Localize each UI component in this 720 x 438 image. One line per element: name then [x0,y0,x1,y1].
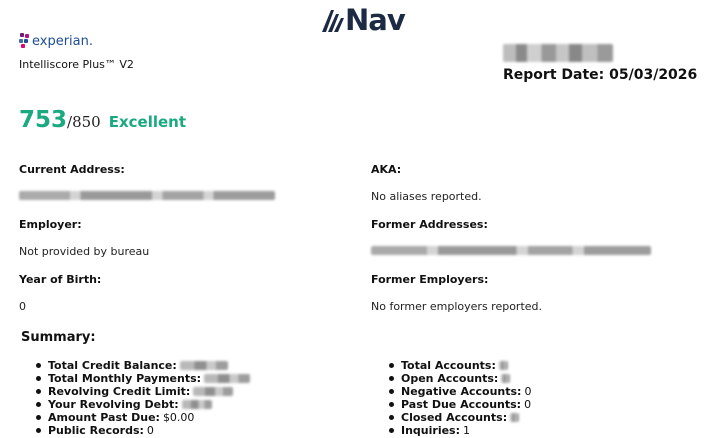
employer-value: Not provided by bureau [19,245,150,258]
current-address-label: Current Address: [19,163,125,176]
redacted-value [501,374,510,383]
summary-item-revolving-credit-limit: Revolving Credit Limit: [34,385,250,398]
report-date [503,67,697,83]
redacted-value [510,413,519,422]
birth-year-value: 0 [19,300,26,313]
birth-year-label: Year of Birth: [19,273,102,286]
summary-item-amount-past-due: Amount Past Due: $0.00 [34,411,250,424]
nav-chevron-icon [322,8,344,32]
former-employers-value: No former employers reported. [371,300,543,313]
former-address-redacted [371,246,651,255]
redacted-value [499,361,508,370]
summary-item-your-revolving-debt: Your Revolving Debt: [34,398,250,411]
summary-item-total-credit-balance: Total Credit Balance: [34,359,250,372]
summary-title: Summary: [21,330,96,345]
summary-list-right [387,359,531,437]
aka-value: No aliases reported. [371,190,482,203]
nav-logo [322,4,405,36]
experian-wordmark: experian. [32,34,94,49]
business-name-redacted [503,44,613,62]
nav-wordmark: Nav [345,3,405,37]
summary-item-total-monthly-payments: Total Monthly Payments: [34,372,250,385]
summary-list-left [34,359,250,437]
product-name: Intelliscore Plus™ V2 [19,58,134,71]
aka-label: AKA: [371,163,402,176]
score-value: 753 [19,107,68,133]
experian-dots-icon [19,33,31,49]
summary-item-closed-accounts: Closed Accounts: [387,411,531,424]
redacted-value [180,361,228,370]
summary-item-open-accounts: Open Accounts: [387,372,531,385]
credit-score [19,107,186,133]
summary-item-public-records: Public Records: 0 [34,424,250,437]
report-date-label: Report Date: [503,67,605,83]
score-max: /850 [67,113,101,131]
former-addresses-label: Former Addresses: [371,218,488,231]
former-employers-label: Former Employers: [371,273,489,286]
score-rating: Excellent [108,113,186,131]
summary-item-total-accounts: Total Accounts: [387,359,531,372]
summary-item-negative-accounts: Negative Accounts: 0 [387,385,531,398]
redacted-value [204,374,250,383]
current-address-redacted [19,191,275,200]
experian-logo [19,33,93,49]
report-date-value: 05/03/2026 [609,67,698,83]
summary-item-inquiries: Inquiries: 1 [387,424,531,437]
redacted-value [193,387,233,396]
redacted-value [182,400,212,409]
employer-label: Employer: [19,218,82,231]
summary-item-past-due-accounts: Past Due Accounts: 0 [387,398,531,411]
